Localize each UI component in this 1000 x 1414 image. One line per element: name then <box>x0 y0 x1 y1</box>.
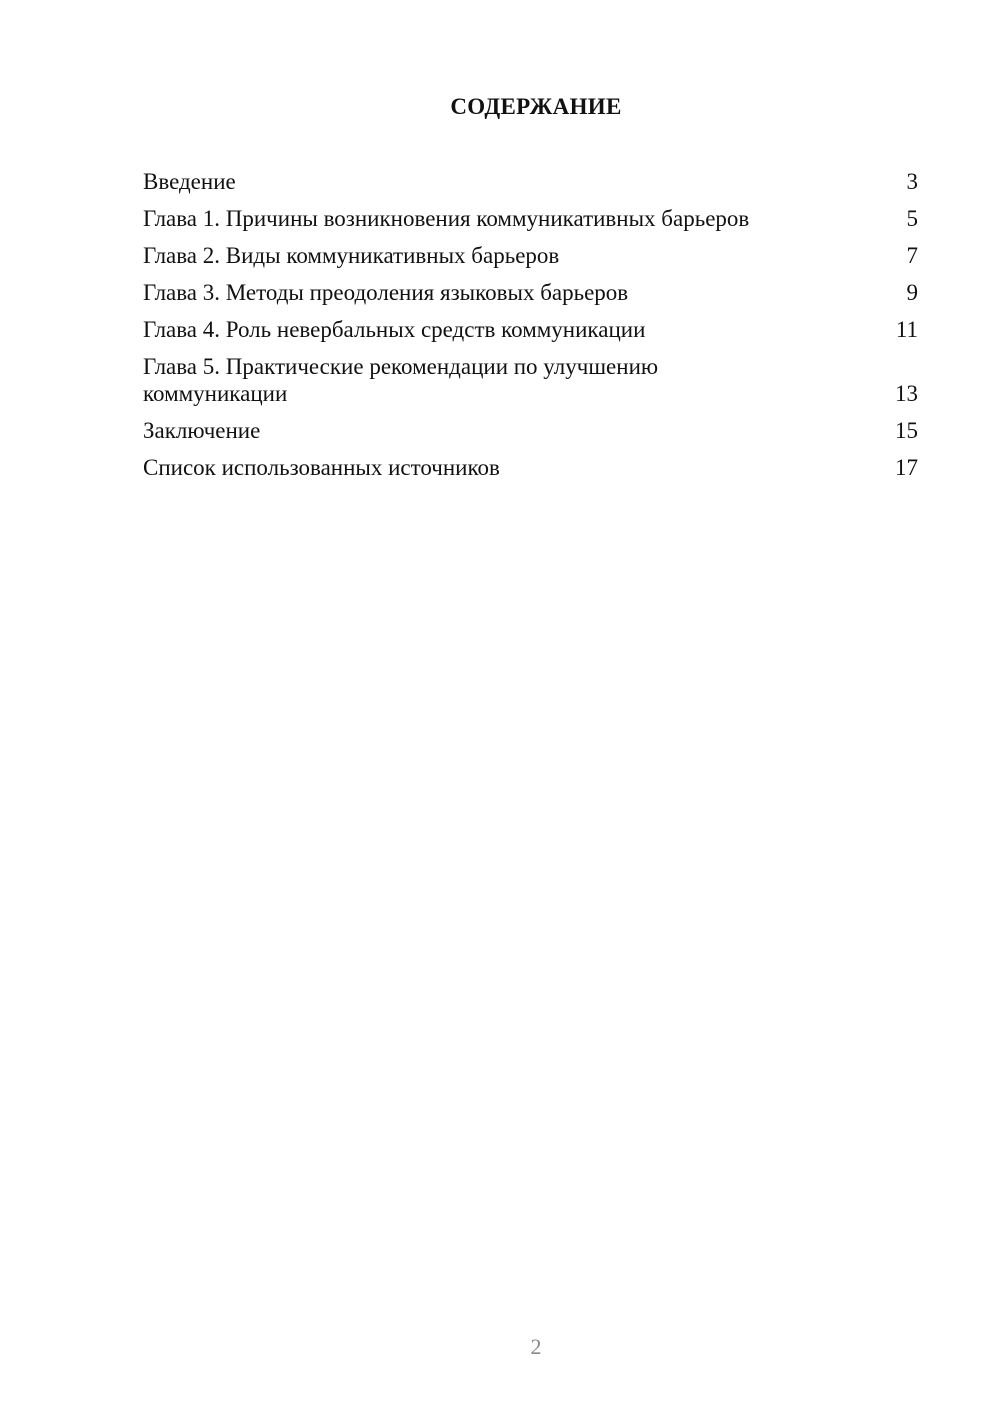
toc-entry-page: 11 <box>895 317 918 342</box>
toc-entry-page: 7 <box>906 243 918 268</box>
toc-entry-page: 9 <box>906 280 918 305</box>
toc-entry-label: Глава 5. Практические рекомендации по улучшению коммуникации <box>143 354 659 406</box>
toc-entry-label: Глава 2. Виды коммуникативных барьеров <box>143 243 560 268</box>
toc-entry-introduction <box>143 168 918 195</box>
toc-entry-chapter-1 <box>143 205 918 232</box>
toc-entry-chapter-5 <box>143 353 918 407</box>
toc-entry-page: 3 <box>906 169 918 194</box>
toc-entry-page: 15 <box>895 418 918 443</box>
toc-entry-page: 17 <box>895 455 918 480</box>
toc-entry-label: Глава 3. Методы преодоления языковых барьеров <box>143 280 629 305</box>
toc-entry-label: Список использованных источников <box>143 455 500 480</box>
toc-entry-page: 13 <box>895 381 918 406</box>
toc-entry-page: 5 <box>906 206 918 231</box>
page-number: 2 <box>530 1334 542 1359</box>
toc-entry-chapter-2 <box>143 242 918 269</box>
toc-entry-label: Введение <box>143 169 236 194</box>
toc-entry-label: Заключение <box>143 418 261 443</box>
toc-entry-conclusion <box>143 417 918 444</box>
toc-entry-label: Глава 4. Роль невербальных средств коммуникации <box>143 317 646 342</box>
page-title: СОДЕРЖАНИЕ <box>450 94 622 119</box>
toc-entry-chapter-4 <box>143 316 918 343</box>
toc-entry-chapter-3 <box>143 279 918 306</box>
toc-entry-label: Глава 1. Причины возникновения коммуникативных барьеров <box>143 206 750 231</box>
table-of-contents <box>143 168 918 491</box>
toc-entry-references <box>143 454 918 481</box>
